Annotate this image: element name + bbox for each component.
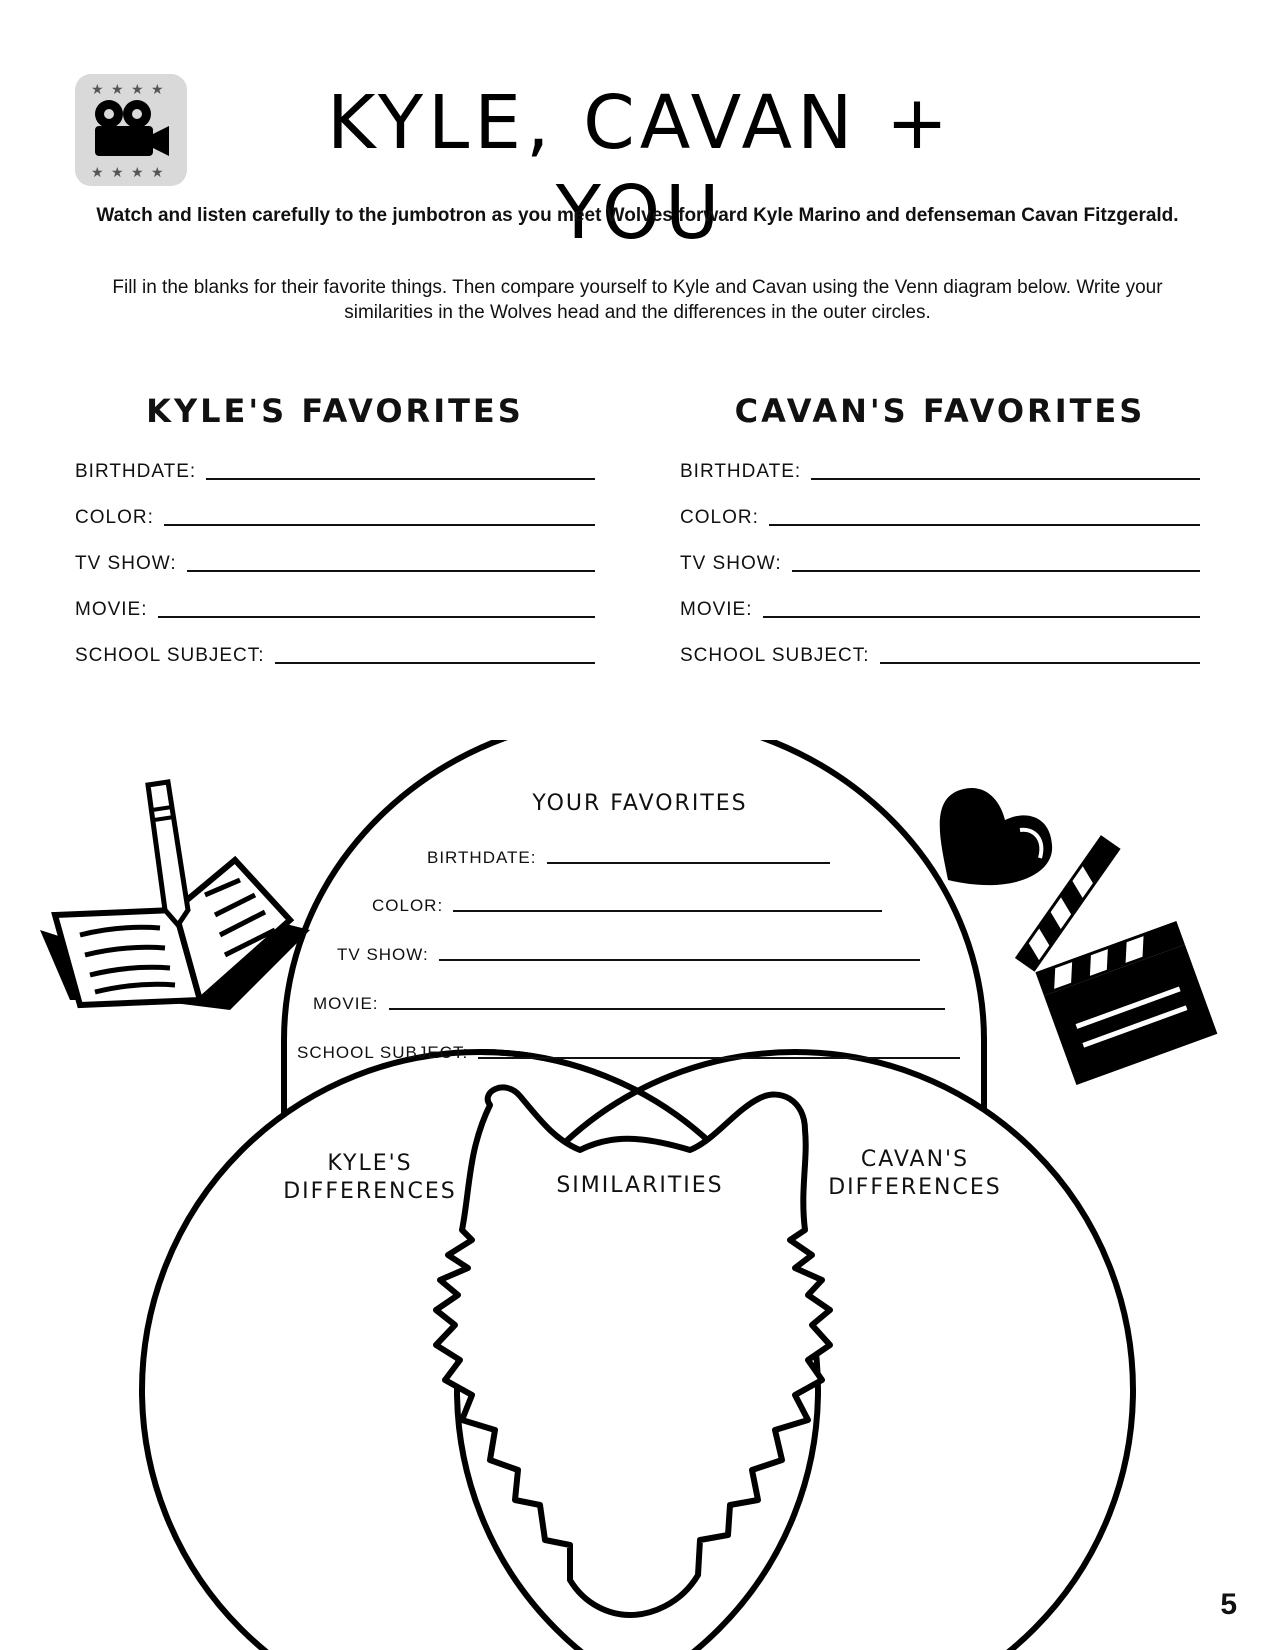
svg-text:★: ★ bbox=[131, 165, 144, 181]
svg-text:★: ★ bbox=[91, 165, 104, 181]
cavan-tv-show-field[interactable]: TV SHOW: bbox=[680, 530, 1200, 576]
cavan-birthdate-field[interactable]: BIRTHDATE: bbox=[680, 438, 1200, 484]
cavan-school-subject-field[interactable]: SCHOOL SUBJECT: bbox=[680, 622, 1200, 668]
heart-icon bbox=[940, 788, 1052, 885]
page-number: 5 bbox=[1220, 1588, 1237, 1621]
your-favorites-title: YOUR FAVORITES bbox=[532, 791, 748, 816]
your-color-field[interactable]: COLOR: bbox=[372, 886, 882, 916]
cavan-color-field[interactable]: COLOR: bbox=[680, 484, 1200, 530]
kyle-differences-label: KYLE'S DIFFERENCES bbox=[283, 1151, 457, 1204]
intro-text: Fill in the blanks for their favorite things. Then compare yourself to Kyle and Cavan using the Venn diagram below. Write your similarities in the Wolves head and the differences in the outer circles. bbox=[112, 277, 1163, 323]
your-birthdate-field[interactable]: BIRTHDATE: bbox=[427, 838, 830, 868]
intro-bold-text: Watch and listen carefully to the jumbotron as you meet Wolves forward Kyle Marino and defenseman Cavan Fitzgerald. bbox=[96, 205, 1179, 226]
similarities-label: SIMILARITIES bbox=[556, 1173, 724, 1198]
svg-text:★: ★ bbox=[111, 82, 124, 98]
svg-text:★: ★ bbox=[151, 82, 164, 98]
page-title: KYLE, CAVAN + YOU bbox=[326, 80, 954, 256]
kyle-favorites bbox=[75, 392, 595, 668]
your-tv-show-field[interactable]: TV SHOW: bbox=[337, 935, 920, 965]
your-movie-field[interactable]: MOVIE: bbox=[313, 984, 945, 1014]
svg-text:★: ★ bbox=[151, 165, 164, 181]
svg-text:★: ★ bbox=[131, 82, 144, 98]
kyle-favorites-title: KYLE'S FAVORITES bbox=[146, 392, 524, 430]
kyle-birthdate-field[interactable]: BIRTHDATE: bbox=[75, 438, 595, 484]
book-pencil-icon bbox=[40, 782, 310, 1010]
movie-camera-icon bbox=[75, 74, 187, 186]
cavan-favorites bbox=[680, 392, 1200, 668]
cavan-favorites-title: CAVAN'S FAVORITES bbox=[734, 392, 1146, 430]
kyle-movie-field[interactable]: MOVIE: bbox=[75, 576, 595, 622]
svg-text:★: ★ bbox=[111, 165, 124, 181]
cavan-movie-field[interactable]: MOVIE: bbox=[680, 576, 1200, 622]
your-school-subject-field[interactable]: SCHOOL SUBJECT: bbox=[297, 1033, 960, 1063]
kyle-color-field[interactable]: COLOR: bbox=[75, 484, 595, 530]
svg-text:★: ★ bbox=[91, 82, 104, 98]
cavan-differences-label: CAVAN'S DIFFERENCES bbox=[828, 1147, 1002, 1200]
kyle-tv-show-field[interactable]: TV SHOW: bbox=[75, 530, 595, 576]
kyle-school-subject-field[interactable]: SCHOOL SUBJECT: bbox=[75, 622, 595, 668]
